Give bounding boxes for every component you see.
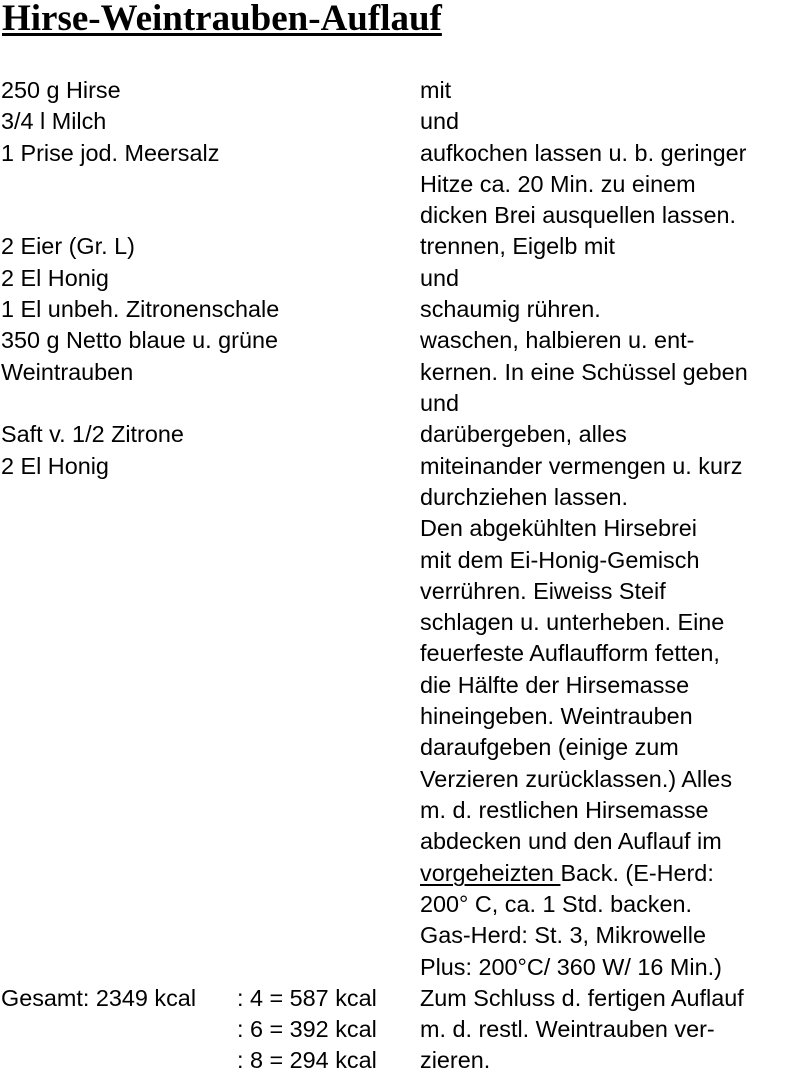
step-line: schlagen u. unterheben. Eine	[420, 609, 725, 635]
ingredient-line: 250 g Hirse	[1, 77, 121, 103]
step-line: trennen, Eigelb mit	[420, 233, 616, 259]
underlined-phrase: vorgeheizten	[420, 860, 561, 886]
step-line: und	[420, 390, 460, 416]
ingredient-line: 2 El Honig	[1, 453, 109, 479]
step-line: abdecken und den Auflauf im	[420, 828, 722, 854]
ingredient-line: 1 El unbeh. Zitronenschale	[1, 296, 280, 322]
step-line: dicken Brei ausquellen lassen.	[420, 202, 736, 228]
step-line: Verzieren zurücklassen.) Alles	[420, 766, 733, 792]
step-line: 200° C, ca. 1 Std. backen.	[420, 891, 693, 917]
step-text: Back. (E-Herd:	[560, 860, 714, 886]
step-line: Plus: 200°C/ 360 W/ 16 Min.)	[420, 954, 722, 980]
total-calories: Gesamt: 2349 kcal	[1, 985, 197, 1011]
step-line: daraufgeben (einige zum	[420, 734, 679, 760]
step-line: durchziehen lassen.	[420, 484, 629, 510]
ingredient-line: 2 El Honig	[1, 265, 109, 291]
ingredient-line: Weintrauben	[1, 359, 134, 385]
step-line: feuerfeste Auflaufform fetten,	[420, 640, 720, 666]
ingredient-line: 3/4 l Milch	[1, 108, 107, 134]
step-line: die Hälfte der Hirsemasse	[420, 672, 690, 698]
step-line: kernen. In eine Schüssel geben	[420, 359, 748, 385]
step-line: und	[420, 265, 460, 291]
portion-calories: : 4 = 587 kcal	[237, 985, 377, 1011]
ingredient-line: Saft v. 1/2 Zitrone	[1, 421, 184, 447]
step-line: mit	[420, 77, 452, 103]
step-line: Den abgekühlten Hirsebrei	[420, 515, 697, 541]
step-line: Hitze ca. 20 Min. zu einem	[420, 171, 696, 197]
step-line: zieren.	[420, 1047, 491, 1073]
ingredient-line: 2 Eier (Gr. L)	[1, 233, 135, 259]
recipe-title: Hirse-Weintrauben-Auflauf	[2, 0, 442, 39]
step-line: waschen, halbieren u. ent-	[420, 327, 695, 353]
step-line: aufkochen lassen u. b. geringer	[420, 140, 747, 166]
step-line: Zum Schluss d. fertigen Auflauf	[420, 985, 744, 1011]
step-line: darübergeben, alles	[420, 421, 627, 447]
step-line: verrühren. Eiweiss Steif	[420, 578, 666, 604]
step-line: und	[420, 108, 460, 134]
step-line: mit dem Ei-Honig-Gemisch	[420, 547, 700, 573]
portion-calories: : 8 = 294 kcal	[237, 1047, 377, 1073]
step-line	[420, 858, 714, 889]
step-line: m. d. restl. Weintrauben ver-	[420, 1016, 715, 1042]
step-line: m. d. restlichen Hirsemasse	[420, 797, 709, 823]
step-line: miteinander vermengen u. kurz	[420, 453, 743, 479]
ingredient-line: 350 g Netto blaue u. grüne	[1, 327, 278, 353]
step-line: Gas-Herd: St. 3, Mikrowelle	[420, 922, 706, 948]
ingredient-line: 1 Prise jod. Meersalz	[1, 140, 220, 166]
step-line: hineingeben. Weintrauben	[420, 703, 693, 729]
portion-calories: : 6 = 392 kcal	[237, 1016, 377, 1042]
step-line: schaumig rühren.	[420, 296, 601, 322]
